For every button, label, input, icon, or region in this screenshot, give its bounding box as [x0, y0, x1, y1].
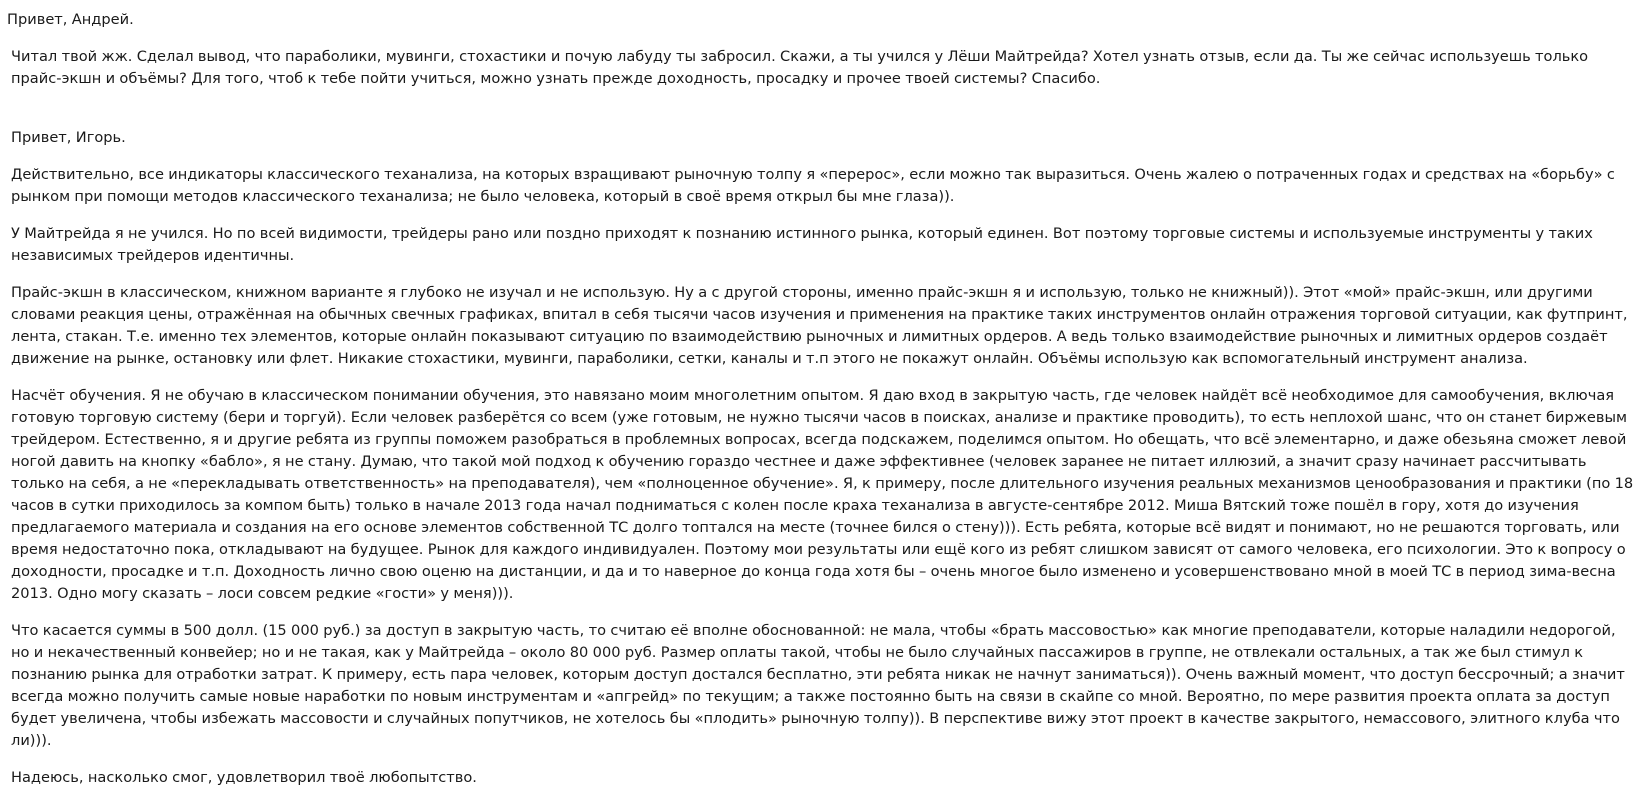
paragraph-gap: [7, 31, 1634, 46]
reply-closing: Надеюсь, насколько смог, удовлетворил твоё любопытство.: [11, 769, 477, 786]
paragraph-gap: [7, 267, 1634, 282]
reply-paragraph: Действительно, все индикаторы классического теханализа, на которых взращивают рыночную толпу я «перерос», если можно так выразиться. Очень жалею о потраченных годах и средствах на «борьбу» с рынком при помощи методов классического теханализа; не было человека, который в своё время открыл бы мне глаза)).: [11, 166, 1615, 205]
reply-paragraph: Насчёт обучения. Я не обучаю в классическом понимании обучения, это навязано моим многолетним опытом. Я даю вход в закрытую часть, где человек найдёт всё необходимое для самообучения, включая готовую торговую систему (бери и торгуй). Если человек разберётся со всем (уже готовым, не нужно тысячи часов в поисках, анализе и практике проводить), то есть неплохой шанс, что он станет биржевым трейдером. Естественно, я и другие ребята из группы поможем разобраться в проблемных вопросах, всегда подскажем, поделимся опытом. Но обещать, что всё элементарно, и даже обезьяна сможет левой ногой давить на кнопку «бабло», я не стану. Думаю, что такой мой подход к обучению гораздо честнее и даже эффективнее (человек заранее не питает иллюзий, а значит сразу начинает рассчитывать только на себя, а не «перекладывать ответственность» на преподавателя), чем «полноценное обучение». Я, к примеру, после длительного изучения реальных механизмов ценообразования и практики (по 18 часов в сутки приходилось за компом быть) только в начале 2013 года начал подниматься с колен после краха теханализа в августе-сентябре 2012. Миша Вятский тоже пошёл в гору, хотя до изучения предлагаемого материала и создания на его основе элементов собственной ТС долго топтался на месте (точнее бился о стену))). Есть ребята, которые всё видят и понимают, но не решаются торговать, или время недостаточно пока, откладывают на будущее. Рынок для каждого индивидуален. Поэтому мои результаты или ещё кого из ребят слишком зависят от самого человека, его психологии. Это к вопросу о доходности, просадке и т.п. Доходность лично свою оценю на дистанции, и да и то наверное до конца года хотя бы – очень многое было изменено и усовершенствовано мной в моей ТС в период зима-весна 2013. Одно могу сказать – лоси совсем редкие «гости» у меня))).: [11, 387, 1634, 602]
paragraph-gap: [7, 370, 1634, 385]
paragraph-gap: [7, 752, 1634, 767]
letter-body: Читал твой жж. Сделал вывод, что параболики, мувинги, стохастики и почую лабуду ты забросил. Скажи, а ты учился у Лёши Майтрейда? Хотел узнать отзыв, если да. Ты же сейчас используешь только прайс-экшн и объёмы? Для того, чтоб к тебе пойти учиться, можно узнать прежде доходность, просадку и прочее твоей системы? Спасибо.: [11, 48, 1589, 87]
paragraph-gap: [7, 149, 1634, 164]
reply-paragraph: Прайс-экшн в классическом, книжном варианте я глубоко не изучал и не использую. Ну а с другой стороны, именно прайс-экшн я и использую, только не книжный)). Этот «мой» прайс-экшн, или другими словами реакция цены, отражённая на обычных свечных графиках, впитал в себя тысячи часов изучения и применения на практике таких инструментов онлайн отражения торговой ситуации, как футпринт, лента, стакан. Т.е. именно тех элементов, которые онлайн показывают ситуацию по взаимодействию рыночных и лимитных ордеров. А ведь только взаимодействие рыночных и лимитных ордеров создаёт движение на рынке, остановку или флет. Никакие стохастики, мувинги, параболики, сетки, каналы и т.п этого не покажут онлайн. Объёмы использую как вспомогательный инструмент анализа.: [11, 284, 1628, 367]
reply-greeting: Привет, Игорь.: [11, 129, 126, 146]
reply-paragraph: У Майтрейда я не учился. Но по всей видимости, трейдеры рано или поздно приходят к познанию истинного рынка, который единен. Вот поэтому торговые системы и используемые инструменты у таких независимых трейдеров идентичны.: [11, 225, 1593, 264]
reply-paragraph: Что касается суммы в 500 долл. (15 000 руб.) за доступ в закрытую часть, то считаю её вполне обоснованной: не мала, чтобы «брать массовостью» как многие преподаватели, которые наладили недорогой, но и некачественный конвейер; но и не такая, как у Майтрейда – около 80 000 руб. Размер оплаты такой, чтобы не было случайных пассажиров в группе, не отвлекали остальных, а так же был стимул к познанию рынка для отработки затрат. К примеру, есть пара человек, которым доступ достался бесплатно, эти ребята никак не начнут заниматься)). Очень важный момент, что доступ бессрочный; а значит всегда можно получить самые новые наработки по новым инструментам и «апгрейд» по текущим; а также постоянно быть на связи в скайпе со мной. Вероятно, по мере развития проекта оплата за доступ будет увеличена, чтобы избежать массовости и случайных попутчиков, не хотелось бы «плодить» рыночную толпу)). В перспективе вижу этот проект в качестве закрытого, немассового, элитного клуба что ли))).: [11, 622, 1625, 749]
paragraph-gap: [7, 605, 1634, 620]
letter-greeting: Привет, Андрей.: [7, 11, 134, 28]
section-gap: [7, 90, 1634, 127]
paragraph-gap: [7, 208, 1634, 223]
